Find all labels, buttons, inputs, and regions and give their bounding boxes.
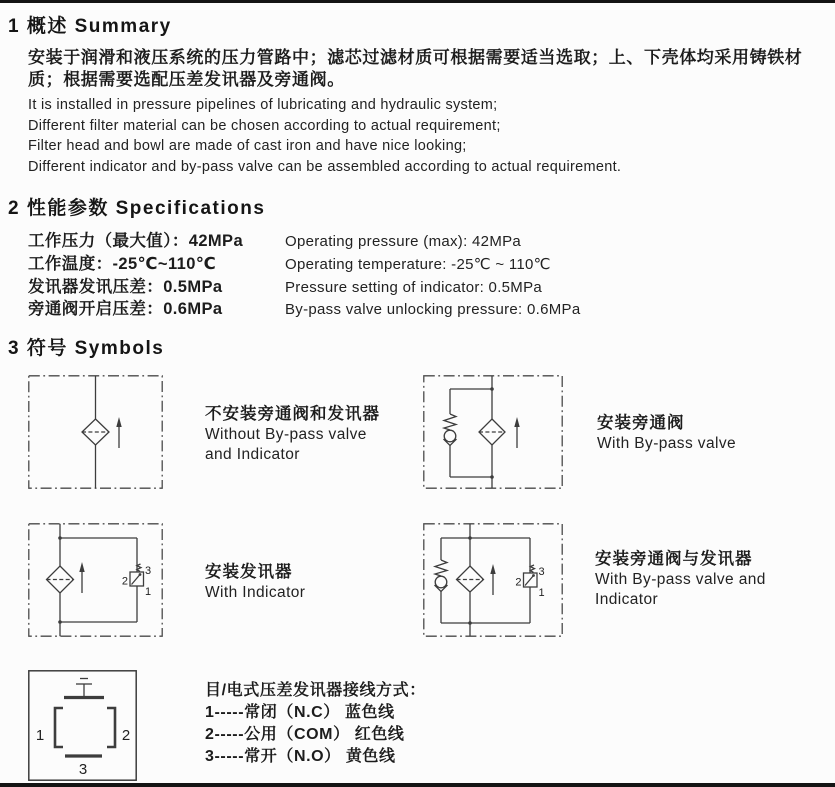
wiring-line: 3-----常开（N.O） 黄色线 [205, 748, 396, 765]
symbol-label-en: Without By-pass valve [205, 426, 367, 443]
flow-arrow-icon [116, 417, 121, 448]
symbol-label-cn: 安装旁通阀与发讯器 [595, 550, 753, 568]
wiring-line: 1-----常闭（N.C） 蓝色线 [205, 704, 395, 721]
bottom-rule [0, 783, 835, 787]
connector-pinout-diagram [28, 670, 137, 781]
pin-label-2: 2 [121, 575, 128, 588]
pin-label-2: 2 [515, 576, 522, 589]
spec-en: By-pass valve unlocking pressure: 0.6MPa [285, 301, 581, 319]
pin-label-1: 1 [145, 586, 152, 598]
symbol-diagram-with-indicator [28, 523, 163, 637]
section-specifications-heading: 2 性能参数 Specifications [8, 198, 266, 219]
bypass-valve-icon [435, 560, 448, 592]
spec-cn: 发讯器发讯压差：0.5MPa [28, 277, 223, 296]
summary-paragraph-en [28, 95, 621, 177]
summary-en-line: Different filter material can be chosen according to actual requirement; [28, 117, 501, 134]
junction-dot [468, 621, 472, 625]
spec-table [28, 227, 580, 318]
junction-dot [58, 536, 62, 540]
top-rule [0, 0, 835, 3]
pin-label-3: 3 [538, 566, 545, 578]
bypass-valve-icon [444, 414, 457, 446]
junction-dot [468, 536, 472, 540]
flow-arrow-icon [79, 562, 84, 593]
symbol-diagram-without-bypass-indicator [28, 375, 163, 489]
wiring-title: 目/电式压差发讯器接线方式： [205, 682, 426, 699]
filter-diamond-icon [82, 419, 109, 445]
right-contact-bracket [107, 708, 115, 747]
spec-row [28, 273, 580, 296]
junction-dot [490, 387, 494, 391]
left-contact-bracket [55, 708, 63, 747]
symbol-label-cn: 不安装旁通阀和发讯器 [205, 405, 380, 423]
symbol-label-en: and Indicator [205, 445, 300, 463]
symbol-label-4 [595, 548, 766, 609]
flow-arrow-icon [514, 417, 519, 448]
pin-label-1: 1 [538, 587, 545, 599]
symbol-label-3 [205, 561, 305, 603]
symbol-label-en: Indicator [595, 590, 659, 608]
spec-cn: 工作温度：-25℃~110℃ [28, 254, 217, 273]
wiring-line: 2-----公用（COM） 红色线 [205, 726, 405, 743]
spec-en: Operating pressure (max): 42MPa [285, 233, 522, 250]
symbol-label-en: With By-pass valve [597, 435, 736, 452]
symbol-label-en: With Indicator [205, 584, 306, 601]
filter-diamond-icon [479, 419, 505, 445]
flow-arrow-icon [490, 564, 495, 595]
spec-cn: 工作压力（最大值）：42MPa [28, 232, 244, 250]
filter-diamond-icon [47, 566, 74, 593]
connector-pin-3: 3 [78, 761, 88, 778]
symbol-diagram-with-bypass [423, 375, 563, 489]
summary-paragraph-cn: 安装于润滑和液压系统的压力管路中；滤芯过滤材质可根据需要适当选取；上、下壳体均采用铸铁材质；根据需要选配压差发讯器及旁通阀。 [28, 48, 803, 89]
junction-dot [490, 475, 494, 479]
symbol-label-1 [205, 403, 380, 464]
symbol-label-2 [597, 412, 736, 454]
section-symbols-heading: 3 符号 Symbols [8, 338, 165, 359]
summary-en-line: Different indicator and by-pass valve can be assembled according to actual requirement. [28, 158, 622, 175]
symbol-label-cn: 安装旁通阀 [597, 414, 685, 432]
spec-row [28, 250, 580, 273]
symbol-label-cn: 安装发讯器 [205, 563, 293, 581]
summary-en-line: It is installed in pressure pipelines of lubricating and hydraulic system; [28, 97, 498, 113]
filter-diamond-icon [457, 566, 484, 592]
wiring-instructions [205, 680, 426, 768]
connector-pin-1: 1 [35, 727, 45, 744]
spec-row [28, 227, 580, 250]
spec-cn: 旁通阀开启压差：0.6MPa [28, 300, 223, 319]
spec-en: Operating temperature: -25℃ ~ 110℃ [285, 255, 551, 273]
summary-en-line: Filter head and bowl are made of cast iron and have nice looking; [28, 138, 467, 155]
spec-en: Pressure setting of indicator: 0.5MPa [285, 278, 543, 296]
connector-pin-2: 2 [121, 727, 131, 744]
section-summary-heading: 1 概述 Summary [8, 16, 172, 37]
ground-icon [76, 679, 92, 697]
symbol-label-en: With By-pass valve and [595, 571, 766, 588]
pin-label-3: 3 [145, 565, 152, 577]
junction-dot [58, 620, 62, 624]
spec-row [28, 295, 580, 318]
symbol-diagram-with-bypass-and-indicator [423, 523, 563, 637]
